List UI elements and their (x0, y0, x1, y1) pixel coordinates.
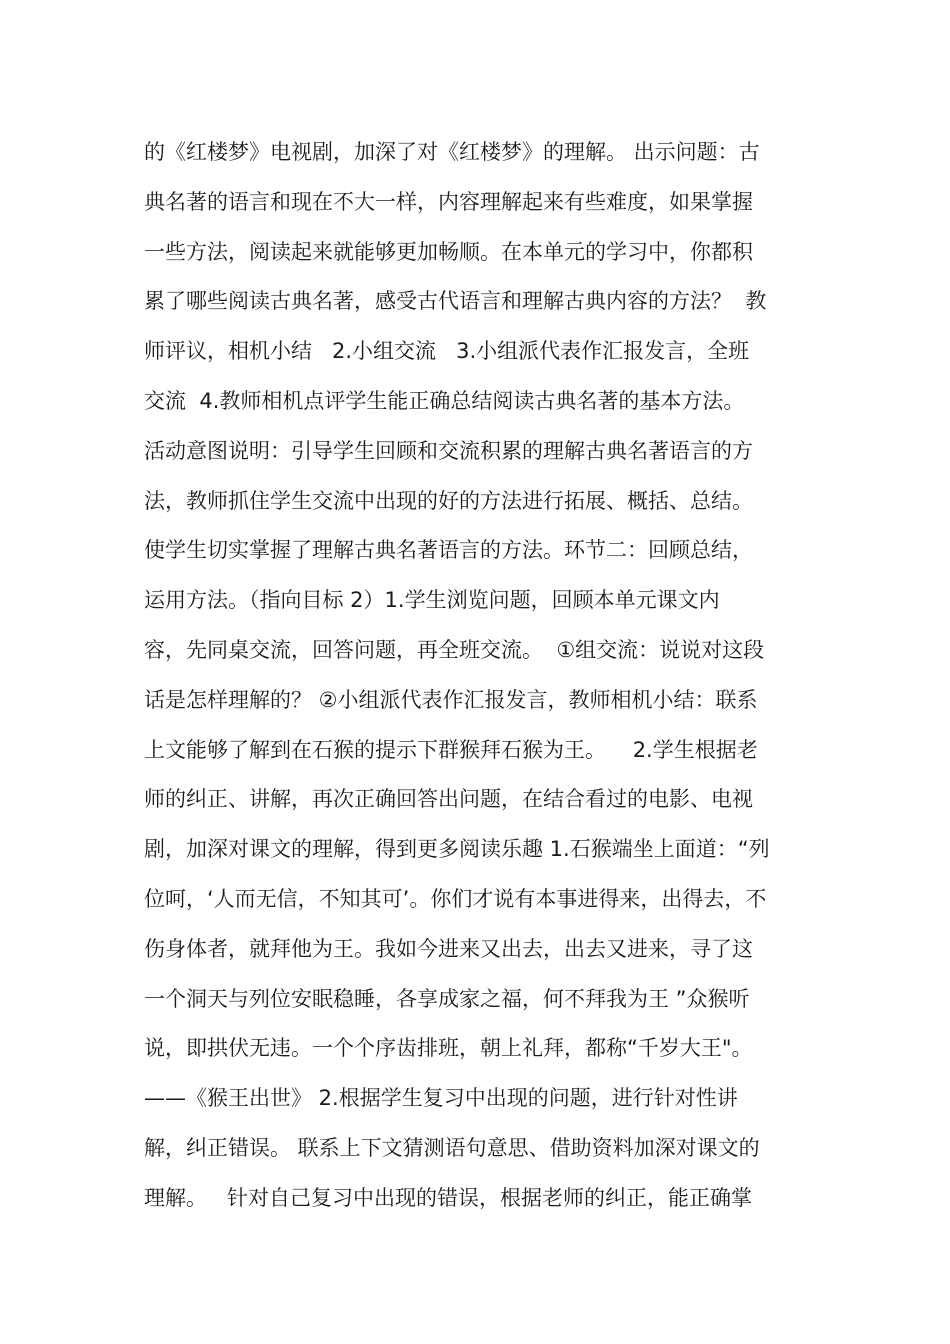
text-line: 剧，加深对课文的理解，得到更多阅读乐趣 1.石猴端坐上面道：“列 (144, 837, 770, 862)
text-line: 话是怎样理解的？ ②小组派代表作汇报发言，教师相机小结：联系 (144, 687, 758, 712)
text-line: 师的纠正、讲解，再次正确回答出问题，在结合看过的电影、电视 (144, 787, 753, 812)
text-line: 累了哪些阅读古典名著，感受古代语言和理解古典内容的方法？ 教 (144, 289, 767, 314)
text-line: 的《红楼梦》电视剧，加深了对《红楼梦》的理解。 出示问题：古 (144, 140, 760, 164)
text-line: ——《猴王出世》 2.根据学生复习中出现的问题，进行针对性讲 (144, 1086, 738, 1111)
text-line: 位呵，‘人而无信，不知其可’。你们才说有本事进得来，出得去，不 (144, 886, 767, 911)
text-line: 交流 4.教师相机点评学生能正确总结阅读古典名著的基本方法。 (144, 388, 745, 413)
text-line: 使学生切实掌握了理解古典名著语言的方法。环节二：回顾总结， (144, 538, 753, 563)
text-line: 容，先同桌交流，回答问题，再全班交流。 ①组交流：说说对这段 (144, 637, 765, 662)
text-line: 说，即拱伏无违。一个个序齿排班，朝上礼拜，都称“千岁大王"。 (144, 1036, 753, 1061)
text-line: 法，教师抓住学生交流中出现的好的方法进行拓展、概括、总结。 (144, 488, 753, 513)
text-line: 师评议，相机小结 2.小组交流 3.小组派代表作汇报发言，全班 (144, 339, 750, 364)
text-line: 运用方法。（指向目标 2）1.学生浏览问题，回顾本单元课文内 (144, 588, 720, 613)
text-line: 解，纠正错误。 联系上下文猜测语句意思、借助资料加深对课文的 (144, 1135, 760, 1160)
body-text (144, 128, 814, 1224)
text-line: 活动意图说明：引导学生回顾和交流积累的理解古典名著语言的方 (144, 438, 753, 463)
text-line: 一个洞天与列位安眠稳睡，各享成家之福，何不拜我为王 ”众猴听 (144, 986, 750, 1011)
text-line: 理解。 针对自己复习中出现的错误，根据老师的纠正，能正确掌 (144, 1185, 753, 1210)
text-line: 典名著的语言和现在不大一样，内容理解起来有些难度，如果掌握 (144, 189, 753, 214)
text-line: 一些方法，阅读起来就能够更加畅顺。在本单元的学习中，你都积 (144, 239, 753, 264)
text-line: 上文能够了解到在石猴的提示下群猴拜石猴为王。 2.学生根据老 (144, 737, 758, 762)
text-line: 伤身体者，就拜他为王。我如今进来又出去，出去又进来，寻了这 (144, 936, 753, 961)
